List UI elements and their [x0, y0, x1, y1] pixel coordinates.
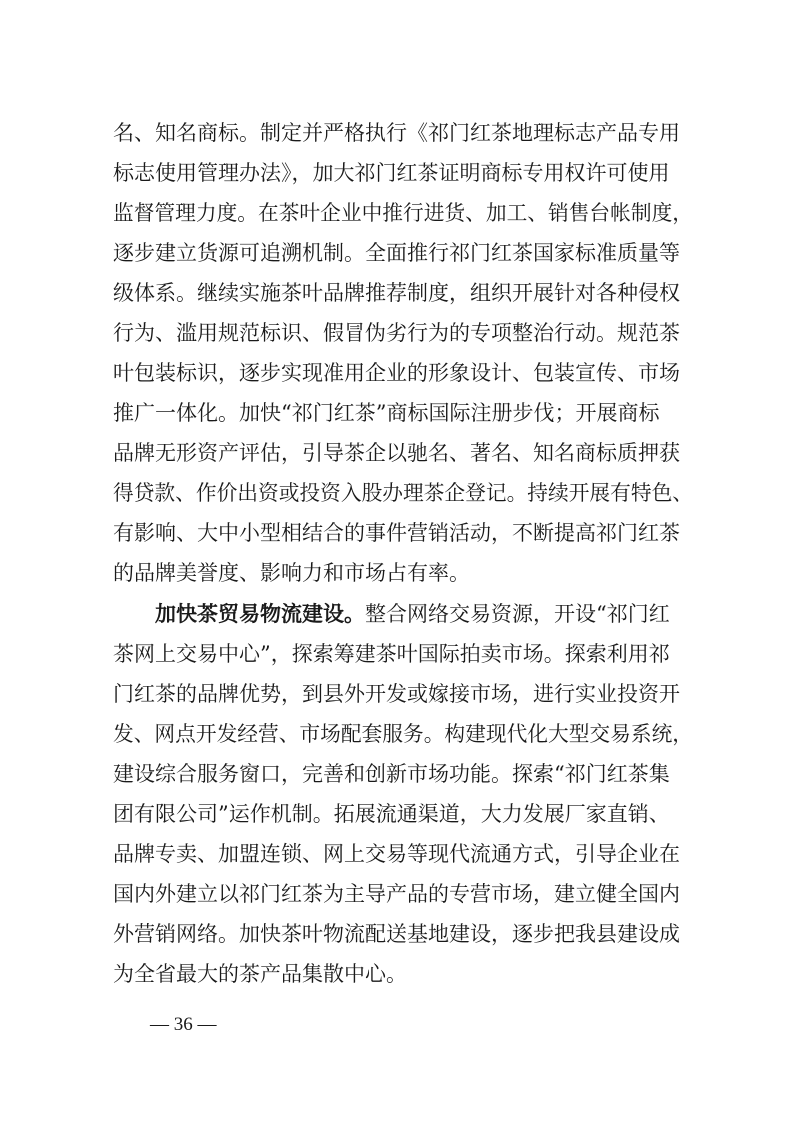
paragraph1-line: 行为、滥用规范标识、假冒伪劣行为的专项整治行动。规范茶 [113, 321, 680, 345]
paragraph2-line: 外营销网络。加快茶叶物流配送基地建设，逐步把我县建设成 [113, 922, 680, 946]
paragraph1-line: 名、知名商标。制定并严格执行《祁门红茶地理标志产品专用 [113, 121, 680, 145]
paragraph2-line: 团有限公司”运作机制。拓展流通渠道，大力发展厂家直销、 [113, 802, 670, 826]
paragraph2-line: 国内外建立以祁门红茶为主导产品的专营市场，建立健全国内 [113, 882, 680, 906]
page-number: — 36 — [150, 1014, 217, 1035]
paragraph1-line: 监督管理力度。在茶叶企业中推行进货、加工、销售台帐制度， [113, 201, 693, 225]
paragraph1-line: 标志使用管理办法》，加大祁门红茶证明商标专用权许可使用 [113, 161, 670, 185]
paragraph1-line: 有影响、大中小型相结合的事件营销活动，不断提高祁门红茶 [113, 521, 680, 545]
paragraph2-line: 门红茶的品牌优势，到县外开发或嫁接市场，进行实业投资开 [113, 682, 680, 706]
paragraph2-first-line-text: 整合网络交易资源，开设“祁门红 [365, 602, 670, 626]
paragraph2-line: 建设综合服务窗口，完善和创新市场功能。探索“祁门红茶集 [113, 762, 670, 786]
paragraph2-first-line [155, 594, 695, 634]
paragraph2-line: 品牌专卖、加盟连锁、网上交易等现代流通方式，引导企业在 [113, 842, 680, 866]
paragraph1-line: 叶包装标识，逐步实现准用企业的形象设计、包装宣传、市场 [113, 361, 680, 385]
paragraph2-line: 为全省最大的茶产品集散中心。 [113, 962, 407, 986]
paragraph1-line: 得贷款、作价出资或投资入股办理茶企登记。持续开展有特色、 [113, 481, 693, 505]
section-heading: 加快茶贸易物流建设。 [155, 602, 365, 626]
paragraph1-line: 级体系。继续实施茶叶品牌推荐制度，组织开展针对各种侵权 [113, 281, 680, 305]
paragraph2-line: 发、网点开发经营、市场配套服务。构建现代化大型交易系统， [113, 722, 693, 746]
paragraph1-line: 品牌无形资产评估，引导茶企以驰名、著名、知名商标质押获 [113, 441, 680, 465]
paragraph1-line: 逐步建立货源可追溯机制。全面推行祁门红茶国家标准质量等 [113, 241, 680, 265]
paragraph1-line: 推广一体化。加快“祁门红茶”商标国际注册步伐；开展商标 [113, 401, 660, 425]
paragraph1-line: 的品牌美誉度、影响力和市场占有率。 [113, 561, 470, 585]
paragraph2-line: 茶网上交易中心”，探索筹建茶叶国际拍卖市场。探索利用祁 [113, 642, 670, 666]
